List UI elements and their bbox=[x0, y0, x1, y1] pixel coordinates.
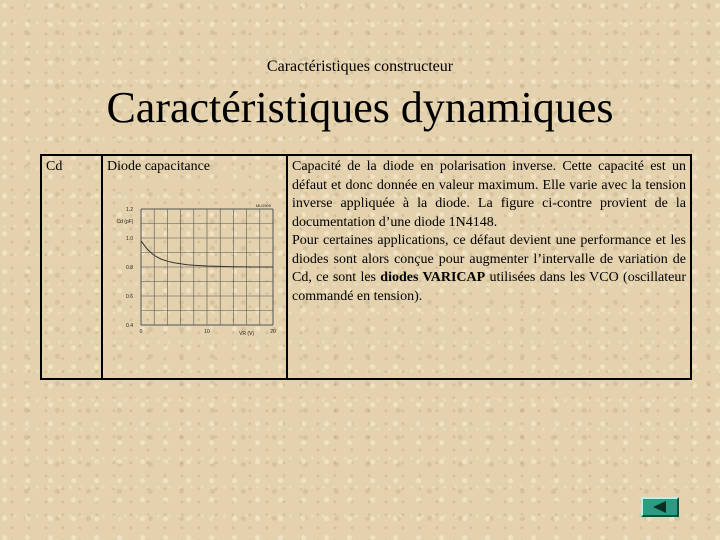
x-tick-label: 20 bbox=[270, 328, 276, 335]
x-tick-label: 10 bbox=[204, 328, 210, 335]
description-paragraph-2: Pour certaines applications, ce défaut devient une performance et les diodes sont alors conçue pour augmenter l’intervalle de variation de Cd, ce sont les bbox=[292, 233, 686, 285]
figure-title: Diode capacitance bbox=[107, 159, 210, 174]
x-tick-label: 0 bbox=[139, 328, 143, 335]
back-button[interactable] bbox=[641, 497, 679, 517]
chart-tag: MLD509 bbox=[255, 202, 271, 208]
y-tick-label: 0.6 bbox=[126, 293, 133, 300]
y-tick-label: 0.8 bbox=[126, 264, 133, 271]
param-cell bbox=[41, 155, 102, 379]
y-tick-label: 1.0 bbox=[126, 235, 133, 242]
x-axis-label: VR (V) bbox=[239, 330, 255, 337]
capacitance-chart bbox=[107, 179, 277, 339]
varicap-emphasis: diodes VARICAP bbox=[380, 270, 486, 285]
y-tick-label: 0.4 bbox=[126, 322, 133, 329]
y-tick-label: 1.2 bbox=[126, 206, 133, 213]
y-axis-label: Cd (pF) bbox=[116, 218, 134, 225]
spec-table bbox=[40, 154, 692, 380]
description-paragraph-1: Capacité de la diode en polarisation inverse. Cette capacité est un défaut et donc donnée en valeur maximum. Elle varie avec la tension inverse appliquée à la diode. La figure ci-contre provient de la documentation d’une diode 1N4148. bbox=[292, 159, 686, 230]
slide-title: Caractéristiques dynamiques bbox=[106, 83, 614, 132]
description-end: utilisées dans les VCO (oscillateur commandé en tension). bbox=[292, 270, 687, 304]
figure-cell bbox=[102, 155, 287, 379]
description-cell bbox=[287, 155, 691, 379]
back-triangle-icon bbox=[643, 499, 677, 515]
param-label: Cd bbox=[46, 159, 63, 174]
slide-subtitle: Caractéristiques constructeur bbox=[266, 58, 454, 75]
